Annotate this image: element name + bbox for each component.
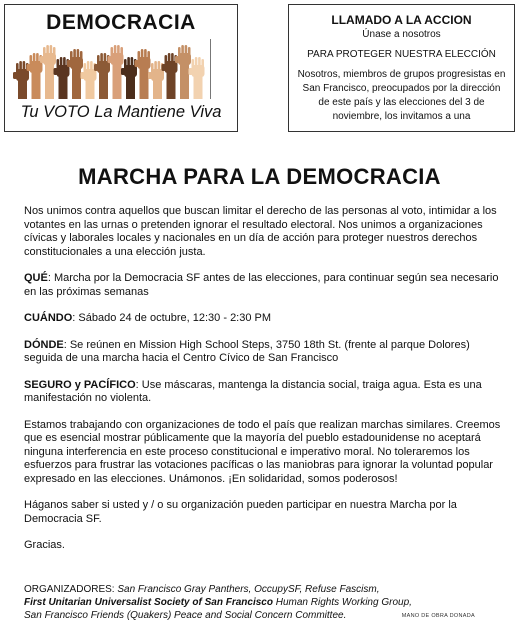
call-body: Nosotros, miembros de grupos progresistas en San Francisco, preocupados por la dirección de este país y las elecciones del 3 de noviembre, los invitamos a una [297, 69, 506, 122]
safety-label: SEGURO y PACÍFICO [24, 378, 136, 391]
where-label: DÓNDE [24, 338, 64, 351]
when-label: CUÁNDO [24, 312, 73, 324]
call-title: LLAMADO A LA ACCION [331, 13, 472, 27]
call-line-protect: PARA PROTEGER NUESTRA ELECCIÓN [307, 49, 496, 60]
organizers-groups-2: Human Rights Working Group, [272, 597, 412, 608]
hand-icon [189, 57, 205, 99]
what-paragraph [24, 272, 505, 299]
organizers-label: ORGANIZADORES: [24, 584, 118, 595]
safety-text: : Use máscaras, mantenga la distancia social, traiga agua. Esta es una manifestación no violenta. [24, 378, 482, 404]
donated-labor-note: MANO DE OBRA DONADA [401, 613, 475, 619]
organizers-groups-1: San Francisco Gray Panthers, OccupySF, Refuse Fascism, [117, 584, 380, 595]
call-line-join: Únase a nosotros [362, 29, 441, 40]
safety-paragraph [24, 379, 505, 406]
solidarity-paragraph: Estamos trabajando con organizaciones de todo el país que realizan marchas similares. Creemos que es esencial mostrar públicamente que la mayoría del pueblo estadounidense no aceptará ninguna interferencia en este proceso constitucional e imperativo moral. No toleraremos los esfuerzos para frustrar las votaciones pacíficas o las maniobras para ignorar la voluntad popular expresado en las elecciones. Unámonos. ¡En solidaridad, somos poderosos! [24, 418, 501, 485]
when-paragraph [24, 312, 505, 326]
where-paragraph [24, 339, 505, 366]
logo-divider [210, 39, 211, 99]
call-to-action-box [288, 4, 515, 132]
page-title: MARCHA PARA LA DEMOCRACIA [78, 164, 441, 189]
participate-paragraph: Háganos saber si usted y / o su organización pueden participar en nuestra Marcha por la Democracia SF. [24, 499, 457, 525]
raised-hands-icon [13, 37, 209, 99]
where-text: : Se reúnen en Mission High School Steps, 3750 18th St. (frente al parque Dolores) seguida de una marcha hacia el Centro Cívico de San Francisco [24, 338, 470, 364]
flyer-body [24, 205, 505, 566]
what-text: : Marcha por la Democracia SF antes de las elecciones, para continuar según sea necesario en las próximas semanas [24, 272, 499, 298]
logo-slogan: Tu VOTO La Mantiene Viva [20, 103, 222, 121]
organizers-groups-3: San Francisco Friends (Quakers) Peace and Social Concern Committee. [24, 610, 347, 621]
what-label: QUÉ [24, 272, 48, 284]
thanks-text: Gracias. [24, 539, 65, 551]
intro-paragraph: Nos unimos contra aquellos que buscan limitar el derecho de las personas al voto, intimidar a los votantes en las urnas o pretenden ignorar el resultado electoral. Nos unimos a organizaciones cívicas y laborales locales y nacionales en un día de acción para proteger nuestros derechos constitucionales a una elección justa. [24, 205, 497, 258]
logo-title: DEMOCRACIA [46, 11, 196, 34]
logo-box [4, 4, 238, 132]
organizers-first-unitarian: First Unitarian Universalist Society of San Francisco [24, 597, 273, 608]
when-text: : Sábado 24 de octubre, 12:30 - 2:30 PM [72, 312, 272, 324]
